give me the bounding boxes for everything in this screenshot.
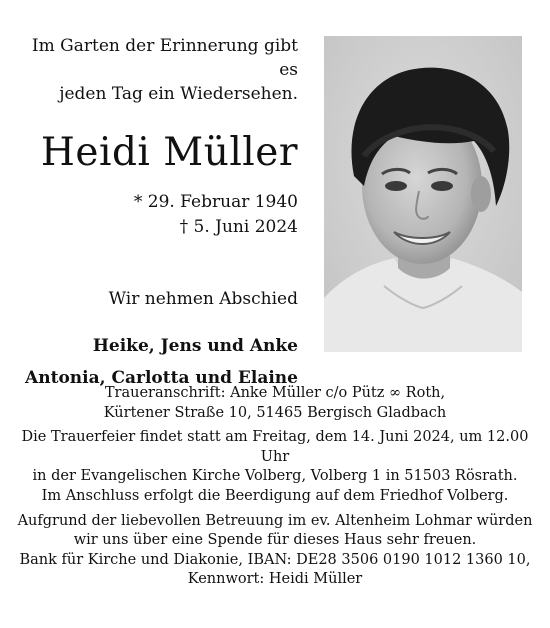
life-dates (134, 190, 298, 240)
ceremony-line: Die Trauerfeier findet statt am Freitag, dem 14. Juni 2024, um 12.00 Uhr (21, 429, 529, 465)
mourning-address (10, 384, 540, 423)
quote-line: Im Garten der Erinnerung gibt es (31, 36, 298, 80)
farewell-text: Wir nehmen Abschied (108, 289, 298, 309)
donation-line: wir uns über eine Spende für dieses Haus sehr freuen. (73, 532, 477, 549)
ceremony-line: Im Anschluss erfolgt die Beerdigung auf dem Friedhof Volberg. (41, 487, 509, 504)
donation-info (10, 512, 540, 590)
mourners-line: Antonia, Carlotta und Elaine (25, 368, 298, 388)
deceased-name: Heidi Müller (40, 130, 298, 175)
address-line: Kürtener Straße 10, 51465 Bergisch Gladbach (103, 404, 447, 421)
donation-line: Aufgrund der liebevollen Betreuung im ev. Altenheim Lohmar würden (17, 512, 533, 529)
ceremony-line: in der Evangelischen Kirche Volberg, Volberg 1 in 51503 Rösrath. (32, 468, 518, 485)
address-line: Traueranschrift: Anke Müller c/o Pütz ∞ Roth, (104, 385, 446, 401)
mourners-line: Heike, Jens und Anke (92, 336, 298, 356)
bank-details: Bank für Kirche und Diakonie, IBAN: DE28 3506 0190 1012 1360 10, (19, 551, 531, 568)
portrait-photo (324, 36, 522, 352)
funeral-info (10, 428, 540, 506)
birth-date: * 29. Februar 1940 (133, 192, 298, 212)
notice-details (10, 384, 540, 590)
memorial-quote (8, 34, 298, 106)
death-date: † 5. Juni 2024 (179, 217, 298, 237)
quote-line: jeden Tag ein Wiedersehen. (59, 84, 298, 104)
portrait-illustration (324, 36, 522, 352)
donation-keyword: Kennwort: Heidi Müller (187, 571, 363, 588)
